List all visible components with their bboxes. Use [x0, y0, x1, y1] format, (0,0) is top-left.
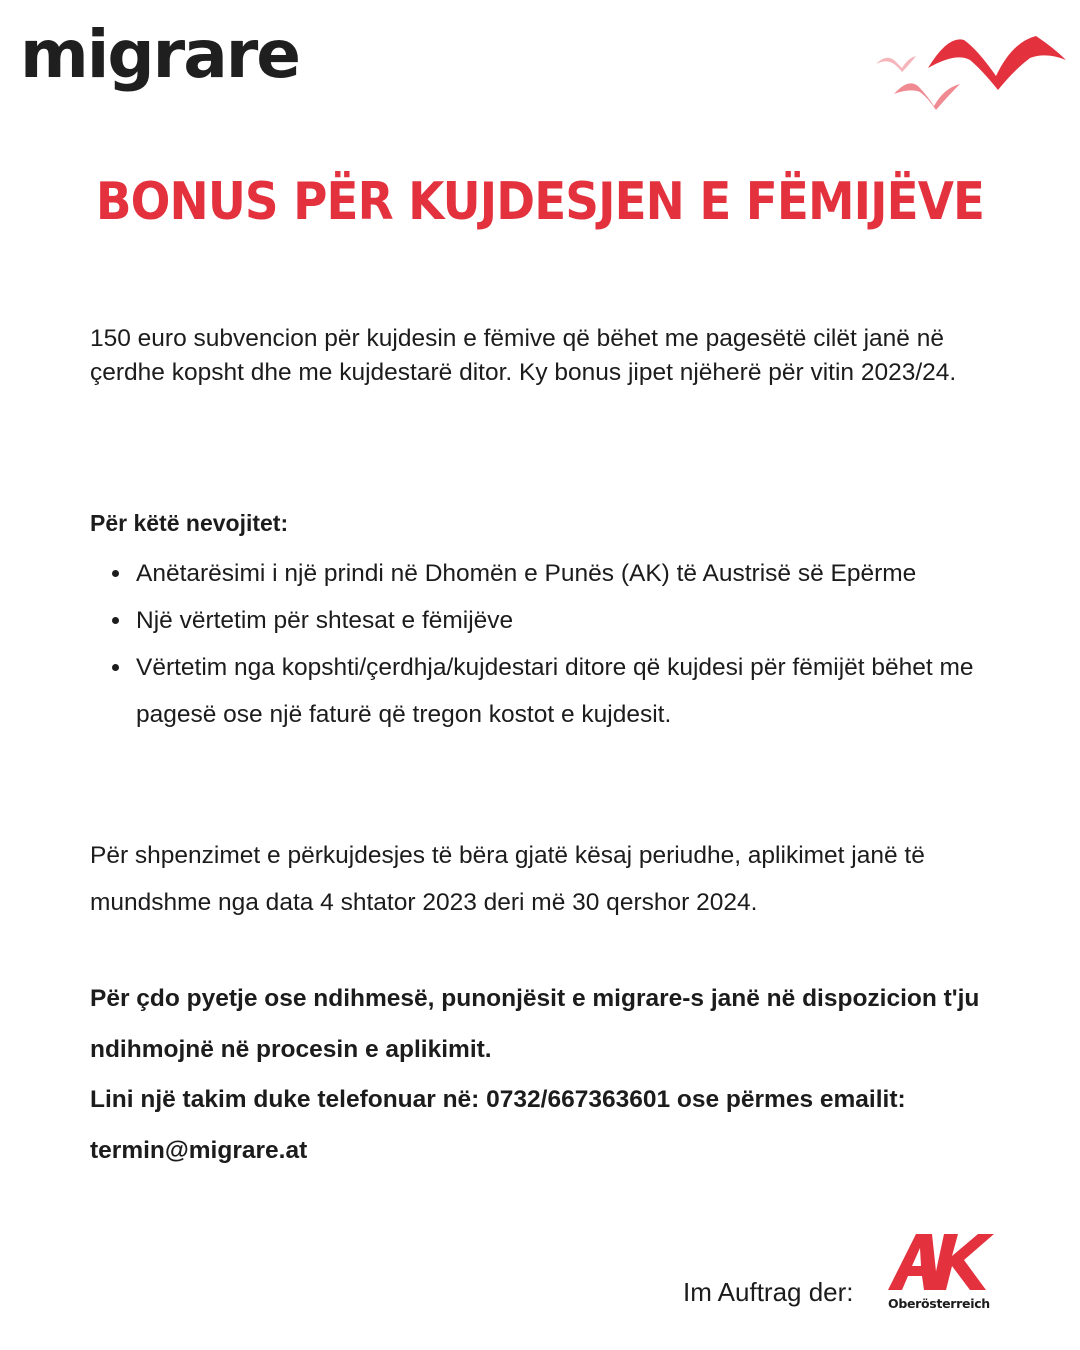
- migrare-logo: migrare: [20, 16, 300, 93]
- bird-large-icon: [928, 36, 1066, 90]
- bird-medium-icon: [894, 83, 960, 110]
- bullet-icon: [112, 570, 119, 577]
- contact-help-text: Për çdo pyetje ose ndihmesë, punonjësit e migrare-s janë në dispozicion t'ju ndihmojnë në procesin e aplikimit.: [90, 985, 980, 1063]
- list-item: [90, 644, 990, 738]
- birds-icon: [870, 30, 1070, 120]
- ak-logo-text: AK: [940, 1266, 942, 1267]
- requirements-list: [90, 550, 990, 738]
- application-period-paragraph: Për shpenzimet e përkujdesjes të bëra gjatë kësaj periudhe, aplikimet janë të mundshme nga data 4 shtator 2023 deri më 30 qershor 2024.: [90, 842, 925, 916]
- page-title: BONUS PËR KUJDESJEN E FËMIJËVE: [95, 172, 985, 232]
- ak-subtitle: Oberösterreich: [888, 1296, 990, 1311]
- list-item: [90, 597, 990, 644]
- list-item-text: Anëtarësimi i një prindi në Dhomën e Punës (AK) të Austrisë së Epërme: [136, 560, 917, 587]
- bullet-icon: [112, 664, 119, 671]
- requirements-heading: Për këtë nevojitet:: [90, 510, 289, 536]
- bird-small-icon: [876, 56, 916, 72]
- intro-paragraph: 150 euro subvencion për kujdesin e fëmive që bëhet me pagesëtë cilët janë në çerdhe kopsht dhe me kujdestarë ditor. Ky bonus jipet njëherë për vitin 2023/24.: [90, 325, 957, 386]
- ak-logo-icon: [886, 1226, 996, 1296]
- contact-details-text: Lini një takim duke telefonuar në: 0732/667363601 ose përmes emailit: termin@migrare.at: [90, 1086, 906, 1164]
- list-item-text: Një vërtetim për shtesat e fëmijëve: [136, 607, 514, 634]
- bullet-icon: [112, 617, 119, 624]
- commissioned-by-label: Im Auftrag der:: [683, 1277, 854, 1307]
- list-item-text: Vërtetim nga kopshti/çerdhja/kujdestari ditore që kujdesi për fëmijët bëhet me pagesë ose një faturë që tregon kostot e kujdesit.: [136, 654, 974, 728]
- contact-block: [90, 974, 1000, 1176]
- list-item: [90, 550, 990, 597]
